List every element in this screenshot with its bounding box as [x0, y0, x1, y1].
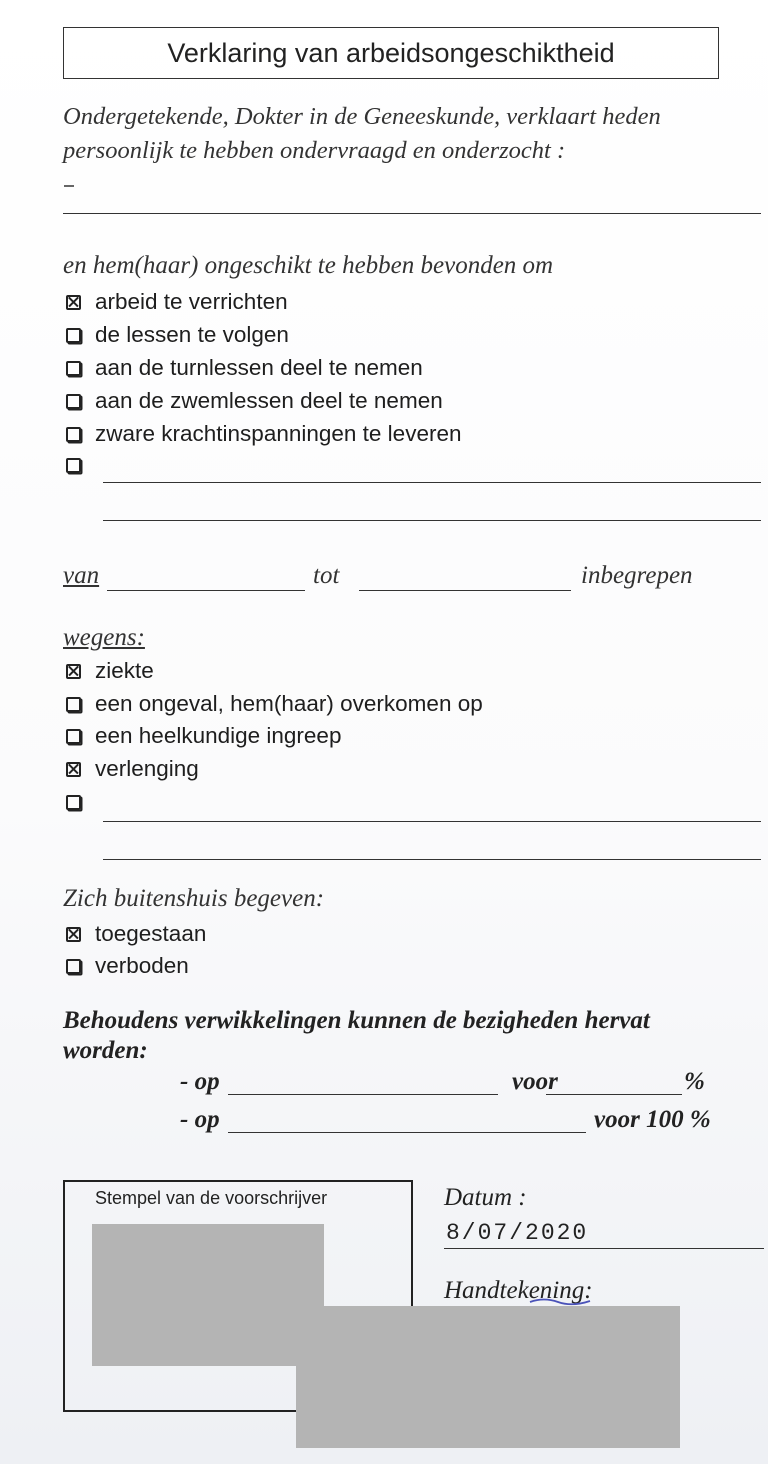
resume-line-1: [180, 1068, 740, 1102]
checkbox-icon[interactable]: [66, 394, 81, 409]
redacted-signature: [296, 1306, 680, 1448]
checkbox-icon[interactable]: [66, 328, 81, 343]
patient-name-line[interactable]: [63, 213, 761, 214]
option-label: aan de turnlessen deel te nemen: [95, 355, 423, 380]
scan-speck: [64, 185, 74, 187]
resume-line2-suffix: voor 100 %: [594, 1106, 711, 1133]
option-label: een heelkundige ingreep: [95, 723, 342, 748]
reason-option-illness[interactable]: [66, 655, 154, 687]
option-label: de lessen te volgen: [95, 322, 289, 347]
resume-line1-prefix: - op: [180, 1068, 220, 1095]
checkbox-icon[interactable]: [66, 361, 81, 376]
date-label: Datum :: [444, 1184, 527, 1211]
unfit-option-lessons[interactable]: [66, 319, 289, 351]
resume-line-2: [180, 1106, 750, 1140]
option-label: arbeid te verrichten: [95, 289, 288, 314]
resume-line1-percent-line[interactable]: [546, 1094, 682, 1095]
reason-other-line-1[interactable]: [103, 821, 761, 822]
date-line[interactable]: [444, 1248, 764, 1249]
reason-option-accident[interactable]: [66, 688, 483, 720]
period-to-line[interactable]: [359, 590, 571, 591]
resume-heading: Behoudens verwikkelingen kunnen de bezigheden hervat worden:: [63, 1007, 650, 1064]
checkbox-icon[interactable]: [66, 427, 81, 442]
unfit-heading: en hem(haar) ongeschikt te hebben bevonden om: [63, 252, 554, 279]
unfit-other-line-2[interactable]: [103, 520, 761, 521]
stamp-label: Stempel van de voorschrijver: [95, 1188, 328, 1208]
option-label: verboden: [95, 953, 189, 978]
period-suffix: inbegrepen: [581, 562, 693, 589]
period-row: [63, 562, 763, 596]
outside-option-allowed[interactable]: [66, 918, 206, 950]
checkbox-icon[interactable]: [66, 795, 81, 810]
checkbox-icon[interactable]: [66, 697, 81, 712]
outside-option-forbidden[interactable]: [66, 950, 189, 982]
checkbox-icon[interactable]: [66, 729, 81, 744]
checkbox-icon[interactable]: [66, 927, 81, 942]
period-to-label: tot: [313, 562, 340, 589]
option-label: aan de zwemlessen deel te nemen: [95, 388, 443, 413]
unfit-option-work[interactable]: [66, 286, 288, 318]
signature-label: Handtekening:: [444, 1277, 593, 1304]
resume-line1-date-line[interactable]: [228, 1094, 498, 1095]
reason-option-other[interactable]: [66, 786, 95, 818]
checkbox-icon[interactable]: [66, 959, 81, 974]
unfit-option-gym[interactable]: [66, 352, 423, 384]
option-label: toegestaan: [95, 921, 207, 946]
intro-text: Ondergetekende, Dokter in de Geneeskunde, verklaart heden persoonlijk te hebben ondervraagd en onderzocht :: [63, 103, 661, 164]
option-label: verlenging: [95, 756, 199, 781]
reason-other-line-2[interactable]: [103, 859, 761, 860]
period-from-label: van: [63, 562, 100, 589]
reason-option-surgery[interactable]: [66, 720, 341, 752]
checkbox-icon[interactable]: [66, 458, 81, 473]
checkbox-icon[interactable]: [66, 762, 81, 777]
resume-line2-date-line[interactable]: [228, 1132, 586, 1133]
resume-line1-percent: %: [684, 1068, 705, 1095]
checkbox-icon[interactable]: [66, 295, 81, 310]
checkbox-icon[interactable]: [66, 664, 81, 679]
unfit-option-swim[interactable]: [66, 385, 443, 417]
reason-option-extension[interactable]: [66, 753, 199, 785]
option-label: een ongeval, hem(haar) overkomen op: [95, 691, 483, 716]
reason-heading: wegens:: [63, 624, 145, 651]
unfit-option-heavy-effort[interactable]: [66, 418, 461, 450]
option-label: ziekte: [95, 658, 154, 683]
redacted-stamp: [92, 1224, 324, 1366]
unfit-other-line-1[interactable]: [103, 482, 761, 483]
date-value: 8/07/2020: [446, 1220, 589, 1246]
unfit-option-other[interactable]: [66, 449, 95, 481]
option-label: zware krachtinspanningen te leveren: [95, 421, 462, 446]
document-title: Verklaring van arbeidsongeschiktheid: [63, 27, 719, 79]
period-from-line[interactable]: [107, 590, 305, 591]
outside-heading: Zich buitenshuis begeven:: [63, 885, 325, 912]
resume-line2-prefix: - op: [180, 1106, 220, 1133]
resume-line1-for: voor: [512, 1068, 558, 1095]
